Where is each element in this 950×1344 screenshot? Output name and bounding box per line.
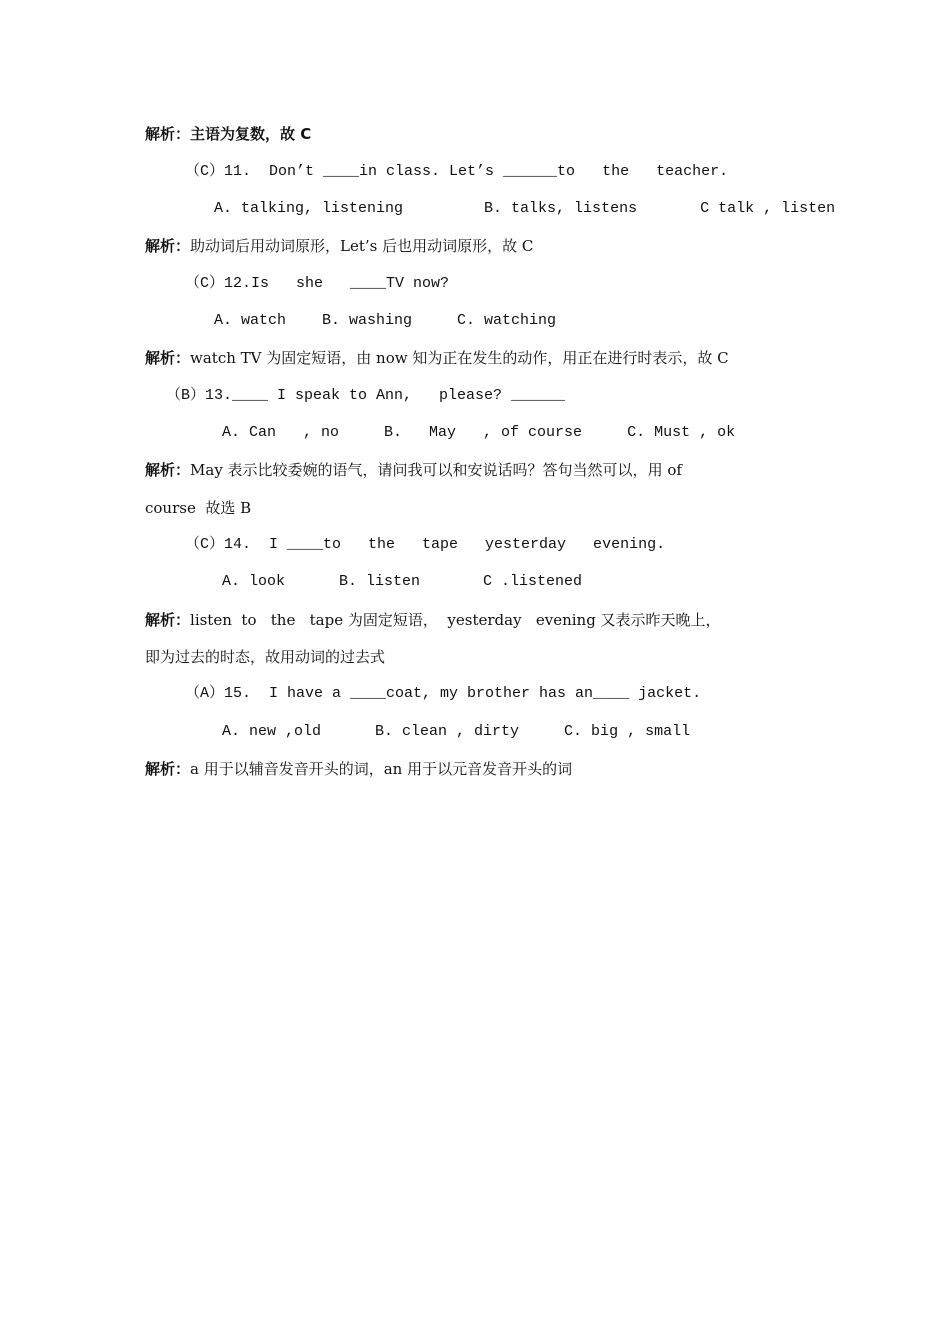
explanation-label: 解析：: [145, 125, 191, 143]
question-11: （C）11. Don’t ____in class. Let’s ______to the teacher.: [185, 163, 729, 180]
options-14: A. look B. listen C .listened: [222, 573, 583, 590]
explanation-text: May 表示比较委婉的语气，请问我可以和安说话吗？答句当然可以，用 of: [190, 461, 682, 479]
explanation-label: 解析：: [145, 611, 191, 629]
explanation-14: [145, 610, 721, 630]
options-15: A. new ,old B. clean , dirty C. big , small: [222, 723, 691, 740]
options-13: A. Can , no B. May , of course C. Must , ok: [222, 424, 736, 441]
explanation-text: watch TV 为固定短语，由 now 知为正在发生的动作，用正在进行时表示，故 C: [190, 349, 729, 367]
explanation-label: 解析：: [145, 461, 191, 479]
explanation-label: 解析：: [145, 349, 191, 367]
explanation-label: 解析：: [145, 760, 191, 778]
question-15: （A）15. I have a ____coat, my brother has an____ jacket.: [185, 685, 702, 702]
explanation-text: 主语为复数，故 C: [190, 125, 312, 143]
question-12: （C）12.Is she ____TV now?: [185, 275, 450, 292]
options-11: A. talking, listening B. talks, listens C talk , listen: [214, 200, 836, 217]
explanation-text: listen to the tape 为固定短语， yesterday evening 又表示昨天晚上，: [190, 611, 721, 629]
explanation-13: [145, 460, 682, 480]
question-14: （C）14. I ____to the tape yesterday evening.: [185, 536, 666, 553]
explanation-13-continued: course 故选 B: [145, 499, 252, 517]
explanation-10: [145, 124, 311, 144]
explanation-label: 解析：: [145, 237, 191, 255]
explanation-11: [145, 236, 533, 256]
explanation-12: [145, 348, 729, 368]
explanation-14-continued: 即为过去的时态，故用动词的过去式: [145, 648, 386, 666]
explanation-15: [145, 759, 572, 779]
options-12: A. watch B. washing C. watching: [214, 312, 557, 329]
explanation-text: a 用于以辅音发音开头的词，an 用于以元音发音开头的词: [190, 760, 573, 778]
question-13: （B）13.____ I speak to Ann, please? ______: [166, 387, 566, 404]
explanation-text: 助动词后用动词原形，Let’s 后也用动词原形，故 C: [190, 237, 534, 255]
